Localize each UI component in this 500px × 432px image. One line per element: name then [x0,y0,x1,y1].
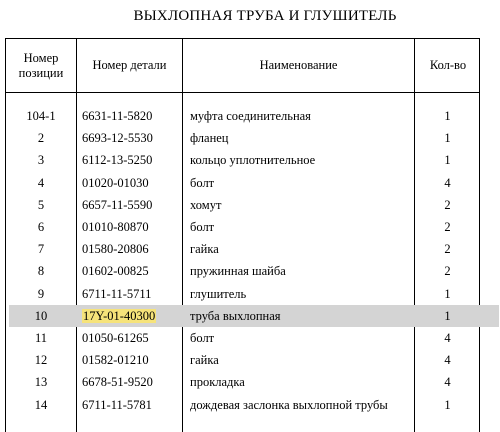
part-number-cell [82,127,153,149]
position-cell [6,283,76,305]
position-cell-text: 6 [37,220,45,234]
part-number-cell-text: 01602-00825 [82,264,149,279]
header-part-number: Номер детали [92,58,167,72]
position-cell [6,371,76,393]
name-cell [190,371,245,393]
part-number-cell [82,216,149,238]
name-cell [190,238,219,260]
table-row[interactable] [9,305,499,327]
part-number-cell-text: 17Y-01-40300 [83,308,156,323]
qty-cell-text: 1 [444,397,451,412]
qty-cell-text: 4 [444,331,451,345]
position-cell-text: 9 [37,286,45,301]
name-cell-text: болт [190,220,215,234]
position-cell [6,349,76,371]
qty-cell [414,260,481,282]
qty-cell [414,238,481,260]
part-number-cell [82,283,151,305]
qty-cell [414,283,481,305]
position-cell-text: 11 [34,331,48,345]
qty-cell-text: 4 [444,353,451,368]
qty-cell-text: 1 [444,286,451,301]
table-row[interactable] [6,283,481,305]
qty-cell-text: 2 [444,197,451,212]
name-cell-text: кольцо уплотнительное [190,153,316,168]
qty-cell [414,394,481,416]
part-number-cell [82,105,152,127]
qty-cell-text: 1 [444,109,451,123]
qty-cell-text: 4 [444,175,451,190]
table-row[interactable] [6,105,481,127]
position-cell-text: 12 [34,353,48,368]
qty-cell-text: 1 [444,131,451,146]
qty-cell-text: 2 [444,220,451,234]
name-cell [190,105,311,127]
part-number-cell [82,305,156,327]
table-row[interactable] [6,172,481,194]
qty-cell [414,127,481,149]
part-number-cell [82,394,152,416]
name-cell-text: болт [190,331,215,345]
position-cell [6,127,76,149]
name-cell [190,283,246,305]
name-cell-text: пружинная шайба [190,264,286,279]
table-row[interactable] [6,394,481,416]
name-cell-text: труба выхлопная [190,308,281,323]
qty-cell-text: 1 [444,308,451,323]
part-number-cell [82,172,149,194]
position-cell [6,105,76,127]
position-cell-text: 3 [37,153,45,168]
qty-cell [414,327,481,349]
part-number-cell [82,327,149,349]
position-cell [6,394,76,416]
name-cell [190,216,214,238]
name-cell-text: болт [190,175,215,190]
part-number-cell [82,371,153,393]
part-number-cell [82,194,152,216]
part-number-cell [82,349,149,371]
parts-table [5,38,480,432]
name-cell [190,127,229,149]
part-number-cell-text: 6678-51-9520 [82,375,153,390]
qty-cell-text: 1 [444,153,451,168]
position-cell-text: 104-1 [26,109,56,123]
position-cell-text: 8 [37,264,45,279]
name-cell-text: дождевая заслонка выхлопной трубы [190,397,388,412]
part-number-cell-text: 01582-01210 [82,353,149,368]
name-cell-text: глушитель [190,286,247,301]
header-qty: Кол-во [429,58,467,72]
name-cell [190,260,286,282]
position-cell-text: 10 [34,308,48,323]
name-cell [190,349,219,371]
position-cell [6,172,76,194]
qty-cell [414,349,481,371]
position-cell-text: 4 [37,175,45,190]
position-cell-text: 2 [37,131,45,146]
position-cell [6,260,76,282]
name-cell-text: фланец [190,131,229,146]
name-cell-text: муфта соединительная [190,109,311,123]
position-cell-text: 7 [37,242,45,257]
header-divider [6,92,479,93]
qty-cell [414,371,481,393]
name-cell [190,305,281,327]
position-cell-text: 13 [34,375,48,390]
qty-cell-text: 2 [444,264,451,279]
name-cell [190,327,214,349]
part-number-cell-text: 6711-11-5781 [82,397,152,412]
position-cell [6,305,76,327]
part-number-cell-text: 01580-20806 [82,242,149,257]
table-row[interactable] [6,349,481,371]
table-row[interactable] [6,260,481,282]
table-row[interactable] [6,127,481,149]
qty-cell [414,105,481,127]
qty-cell [414,216,481,238]
part-number-cell-text: 6112-13-5250 [82,153,153,168]
name-cell [190,394,388,416]
position-cell [6,238,76,260]
table-row[interactable] [6,216,481,238]
name-cell-text: гайка [190,242,219,257]
part-number-cell-text: 6711-11-5711 [82,286,152,301]
name-cell [190,149,315,171]
table-row[interactable] [6,327,481,349]
position-cell-text: 5 [37,197,45,212]
name-cell-text: гайка [190,353,219,368]
qty-cell [414,149,481,171]
name-cell [190,194,221,216]
part-number-cell-text: 01050-61265 [82,331,149,345]
position-cell [6,216,76,238]
table-row[interactable] [6,371,481,393]
part-number-cell [82,260,149,282]
qty-cell [414,305,481,327]
table-row[interactable] [6,238,481,260]
name-cell [190,172,214,194]
part-number-cell-text: 6657-11-5590 [82,197,153,212]
table-row[interactable] [6,194,481,216]
document-title: ВЫХЛОПНАЯ ТРУБА И ГЛУШИТЕЛЬ [133,8,397,24]
header-position: Номер позиции [18,50,64,80]
part-number-cell [82,238,149,260]
qty-cell [414,172,481,194]
part-number-cell-text: 6693-12-5530 [82,131,153,146]
position-cell [6,194,76,216]
header-name: Наименование [259,58,338,72]
position-cell [6,327,76,349]
name-cell-text: прокладка [190,375,245,390]
part-number-cell-text: 01010-80870 [82,220,149,234]
part-number-cell-text: 6631-11-5820 [82,109,153,123]
name-cell-text: хомут [190,197,222,212]
position-cell [6,149,76,171]
position-cell-text: 14 [34,397,48,412]
part-number-cell-text: 01020-01030 [82,175,149,190]
table-row[interactable] [6,149,481,171]
qty-cell [414,194,481,216]
qty-cell-text: 4 [444,375,451,390]
qty-cell-text: 2 [444,242,451,257]
part-number-cell [82,149,152,171]
